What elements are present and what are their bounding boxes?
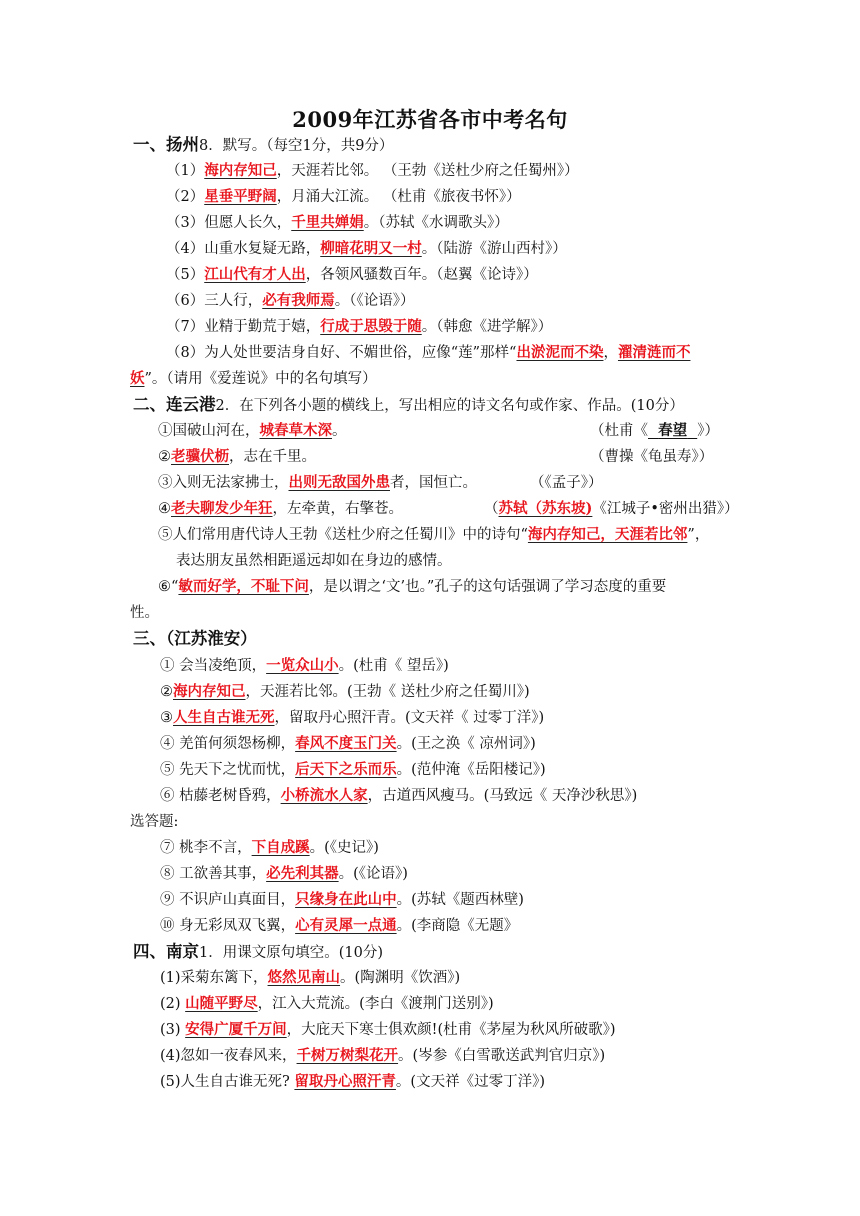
- list-item: （4）山重水复疑无路，柳暗花明又一村。（陆游《游山西村》）: [166, 240, 567, 257]
- answer-text: 留取丹心照汗青: [294, 1073, 396, 1090]
- answer-text: 后天下之乐而乐: [295, 761, 397, 778]
- answer-text: 春望: [658, 422, 688, 439]
- answer-text: 敏而好学，不耻下问: [178, 578, 309, 595]
- list-item: ④ 羌笛何须怨杨柳，春风不度玉门关。(王之涣《 凉州词》): [160, 735, 536, 752]
- answer-text: 柳暗花明又一村: [320, 240, 422, 257]
- list-item: ③入则无法家拂士，出则无敌国外患者，国恒亡。: [158, 474, 477, 491]
- answer-text: 城春草木深: [259, 422, 332, 439]
- optional-label: 选答题:: [130, 814, 179, 830]
- section-heading: 二、连云港: [133, 395, 216, 414]
- answer-text: 老骥伏枥: [171, 448, 229, 465]
- section-heading: 一、扬州: [133, 135, 199, 154]
- list-item: （5）江山代有才人出，各领风骚数百年。（赵翼《论诗》）: [166, 266, 538, 283]
- answer-text: 心有灵犀一点通: [295, 917, 397, 934]
- answer-text: 一览众山小: [266, 657, 339, 674]
- answer-text: 小桥流水人家: [280, 787, 368, 804]
- list-item-continuation: 性。: [130, 605, 159, 621]
- list-item: ⑨ 不识庐山真面目，只缘身在此山中。(苏轼《题西林壁): [160, 891, 524, 908]
- answer-text: 千树万树梨花开: [296, 1047, 399, 1064]
- answer-text: 出则无敌国外患: [288, 474, 390, 491]
- source-citation: （苏轼（苏东坡)《江城子•密州出猎》）: [484, 500, 739, 517]
- answer-text: 出淤泥而不染: [516, 344, 604, 361]
- answer-text: 妖: [130, 370, 145, 387]
- list-item: （3）但愿人长久，千里共婵娟。（苏轼《水调歌头》）: [166, 214, 509, 231]
- list-item: ③人生自古谁无死，留取丹心照汗青。(文天祥《 过零丁洋》): [160, 709, 545, 726]
- source-citation: （杜甫《 春望 》）: [590, 422, 719, 439]
- list-item: （2）星垂平野阔，月涌大江流。 （杜甫《旅夜书怀》）: [166, 188, 521, 205]
- answer-text: 老夫聊发少年狂: [171, 500, 273, 517]
- answer-text: 千里共婵娟: [291, 214, 364, 231]
- answer-text: 人生自古谁无死: [173, 709, 275, 726]
- section-huaian: [133, 629, 257, 649]
- answer-text: 必先利其器: [266, 865, 339, 882]
- list-item: ⑤ 先天下之忧而忧，后天下之乐而乐。(范仲淹《岳阳楼记》): [160, 761, 546, 778]
- section-lianyungang: [133, 395, 684, 415]
- list-item: (4)忽如一夜春风来，千树万树梨花开。(岑参《白雪歌送武判官归京》): [160, 1047, 606, 1064]
- list-item: ①国破山河在，城春草木深。: [158, 422, 347, 439]
- answer-text: 濯清涟而不: [617, 344, 691, 361]
- document-title: 2009年江苏省各市中考名句: [292, 107, 568, 132]
- list-item: ②海内存知己，天涯若比邻。(王勃《 送杜少府之任蜀川》): [160, 683, 530, 700]
- answer-text: 海内存知己，天涯若比邻: [527, 526, 688, 543]
- section-nanjing: [133, 942, 383, 962]
- answer-text: 山随平野尽: [185, 995, 258, 1012]
- list-item: ⑥“敏而好学，不耻下问，是以谓之‘文’也。”孔子的这句话强调了学习态度的重要: [158, 578, 667, 595]
- answer-text: 必有我师焉: [262, 292, 335, 309]
- answer-text: 江山代有才人出: [204, 266, 306, 283]
- list-item: ⑧ 工欲善其事，必先利其器。(《论语》): [160, 865, 408, 882]
- answer-text: 星垂平野阔: [204, 188, 277, 205]
- list-item: (3) 安得广厦千万间，大庇天下寒士俱欢颜!(杜甫《茅屋为秋风所破歌》): [160, 1021, 616, 1038]
- list-item: (1)采菊东篱下，悠然见南山。(陶渊明《饮酒》): [160, 969, 461, 986]
- list-item: ⑦ 桃李不言，下自成蹊。(《史记》): [160, 839, 379, 856]
- answer-text: 悠然见南山: [267, 969, 341, 986]
- answer-text: 只缘身在此山中: [295, 891, 397, 908]
- list-item: (2) 山随平野尽，江入大荒流。(李白《渡荆门送别》): [160, 995, 494, 1012]
- section-heading: 四、南京: [133, 942, 199, 961]
- source-citation: （《孟子》）: [530, 475, 603, 491]
- section-instruction: 1．用课文原句填空。(10分): [199, 945, 383, 961]
- section-yangzhou: [133, 135, 393, 155]
- answer-text: 下自成蹊: [251, 839, 310, 856]
- list-item: （7）业精于勤荒于嬉，行成于思毁于随。（韩愈《进学解》）: [166, 318, 553, 335]
- list-item: ④老夫聊发少年狂，左牵黄，右擎苍。: [158, 500, 403, 517]
- list-item: ⑥ 枯藤老树昏鸦，小桥流水人家，古道西风瘦马。(马致远《 天净沙秋思》): [160, 787, 638, 804]
- list-item: ① 会当凌绝顶，一览众山小。(杜甫《 望岳》): [160, 657, 449, 674]
- list-item: ②老骥伏枥，志在千里。: [158, 448, 316, 465]
- list-item: （1）海内存知己，天涯若比邻。 （王勃《送杜少府之任蜀州》）: [166, 162, 579, 179]
- list-item: ⑤人们常用唐代诗人王勃《送杜少府之任蜀川》中的诗句“海内存知己，天涯若比邻”，: [158, 526, 710, 543]
- answer-text: 行成于思毁于随: [320, 318, 422, 335]
- list-item: (5)人生自古谁无死? 留取丹心照汗青。(文天祥《过零丁洋》): [160, 1073, 545, 1090]
- list-item-continuation: 妖”。（请用《爱莲说》中的名句填写）: [130, 370, 377, 387]
- answer-text: 海内存知己: [173, 683, 246, 700]
- section-heading: 三、（江苏淮安）: [133, 629, 257, 648]
- answer-text: 安得广厦千万间: [185, 1021, 287, 1038]
- list-item: ⑩ 身无彩凤双飞翼，心有灵犀一点通。(李商隐《无题》: [160, 917, 519, 934]
- list-item-continuation: 表达朋友虽然相距遥远却如在身边的感情。: [176, 553, 452, 569]
- source-citation: （曹操《龟虽寿》）: [590, 449, 714, 465]
- answer-text: 春风不度玉门关: [295, 735, 397, 752]
- list-item: （8）为人处世要洁身自好、不媚世俗，应像“莲”那样“出淤泥而不染，濯清涟而不: [166, 344, 691, 361]
- answer-text: 海内存知己: [204, 162, 277, 179]
- list-item: （6）三人行，必有我师焉。（《论语》）: [166, 292, 415, 309]
- answer-text: 苏轼（苏东坡): [498, 500, 593, 517]
- section-instruction: 2．在下列各小题的横线上，写出相应的诗文名句或作家、作品。(10分）: [215, 398, 684, 414]
- section-instruction: 8．默写。（每空1分，共9分）: [199, 138, 394, 154]
